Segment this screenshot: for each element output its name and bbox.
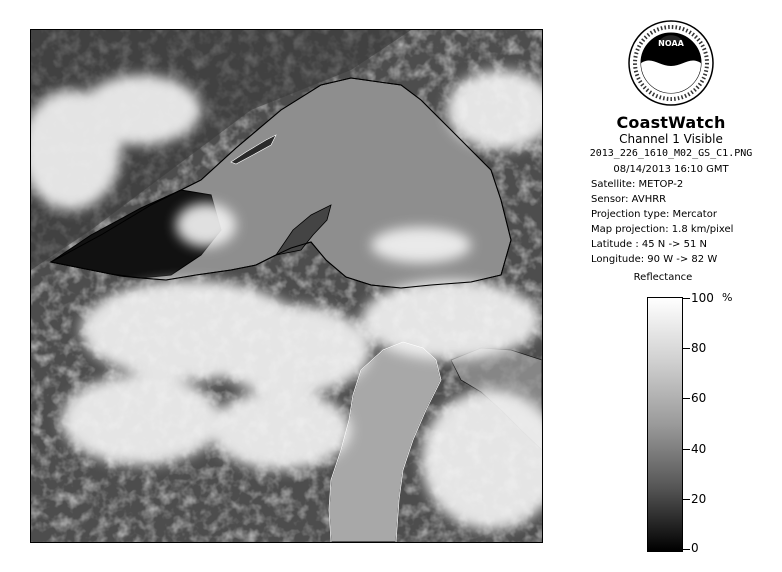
datetime: 08/14/2013 16:10 GMT [613,164,729,175]
projection-type: Projection type: Mercator [591,209,717,220]
tick-mark [683,398,690,399]
satellite: Satellite: METOP-2 [591,179,684,190]
metadata-list [591,162,782,267]
tick-label: 100 [691,291,714,305]
tick-mark [683,348,690,349]
map-projection: Map projection: 1.8 km/pixel [591,224,734,235]
channel-label: Channel 1 Visible [619,132,723,146]
tick-label: 60 [691,391,707,405]
satellite-image [30,29,543,543]
brand-title: CoastWatch [616,113,726,132]
reflectance-colorbar [647,297,683,552]
tick-mark [683,298,690,299]
tick-mark [683,449,690,450]
info-panel [560,20,782,267]
tick-label: 80 [691,341,707,355]
noaa-logo-icon [628,20,714,106]
latitude-range: Latitude : 45 N -> 51 N [591,239,707,250]
scale-title: Reflectance [633,272,693,283]
logo-text: NOAA [658,39,684,48]
tick-label: 40 [691,442,707,456]
scale-unit: % [722,291,733,304]
tick-mark [683,499,690,500]
satellite-map [31,30,542,542]
tick-mark [683,549,690,550]
tick-label: 0 [691,541,699,555]
tick-label: 20 [691,492,707,506]
sensor: Sensor: AVHRR [591,194,667,205]
file-name: 2013_226_1610_M02_GS_C1.PNG [589,148,753,159]
longitude-range: Longitude: 90 W -> 82 W [591,254,718,265]
